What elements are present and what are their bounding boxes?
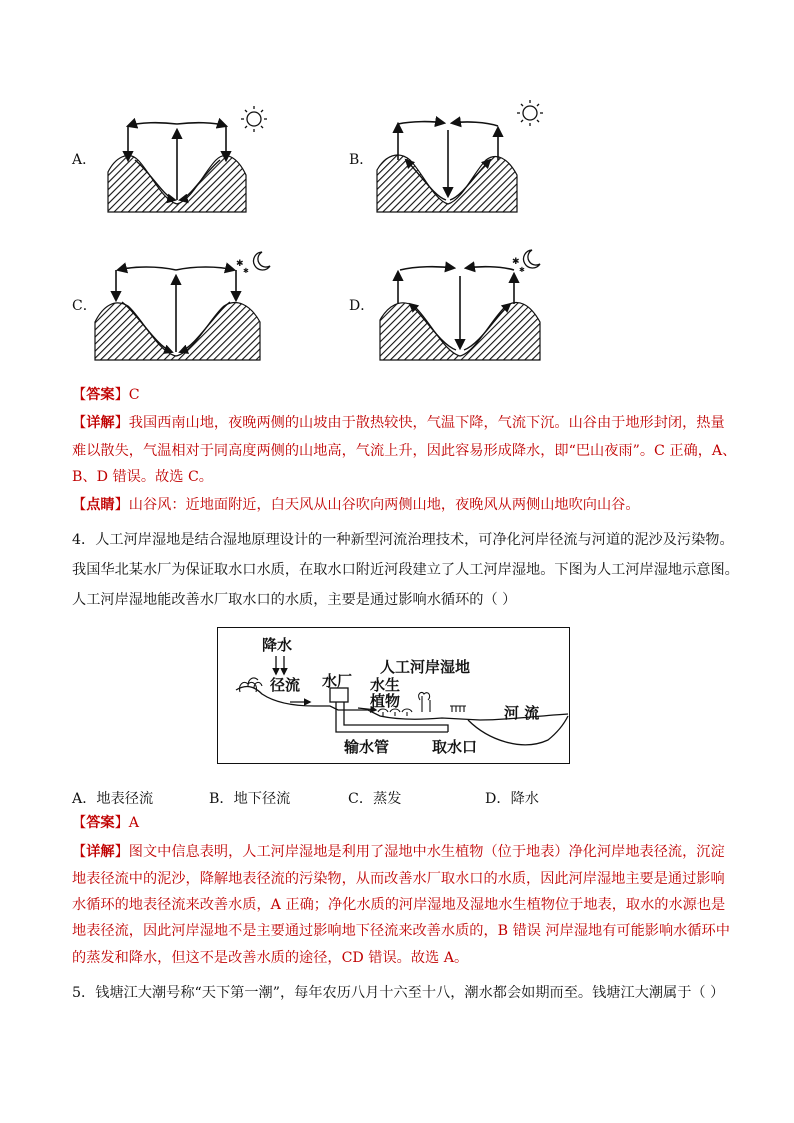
svg-text:✱: ✱ [519, 266, 525, 274]
q4-answer: 【答案】A [72, 815, 140, 831]
valley-wind-diagrams [0, 90, 794, 380]
label-runoff: 径流 [270, 676, 301, 694]
q4-detail-line-5: 的蒸发和降水，但这不是改善水质的途径，CD 错误。故选 A。 [72, 950, 469, 966]
q5-stem: 5．钱塘江大潮号称“天下第一潮”，每年农历八月十六至十八，潮水都会如期而至。钱塘江大潮属于（ ） [72, 985, 725, 1001]
option-a-label: A． [72, 152, 97, 168]
option-d-label: D． [349, 298, 375, 314]
q3-detail-line-2: 难以散失，气温相对于同高度两侧的山地高，气流上升，因此容易形成降水，即“巴山夜雨”。C 正确，A、 [72, 443, 737, 459]
diagram-c [95, 252, 270, 360]
diagram-d [380, 250, 540, 360]
sun-icon [241, 106, 267, 132]
label-aquatic-1: 水生 [370, 676, 401, 694]
answer-tag: 答案 [86, 815, 115, 831]
q4-detail-line-3: 水循环的地表径流来改善水质，A 正确；净化水质的河岸湿地及湿地水生植物位于地表，取水的水源也是 [72, 897, 726, 913]
label-precip: 降水 [262, 636, 293, 654]
q4-stem-line-1: 4．人工河岸湿地是结合湿地原理设计的一种新型河流治理技术，可净化河岸径流与河道的泥沙及污染物。 [72, 532, 734, 548]
label-wetland: 人工河岸湿地 [380, 658, 471, 676]
q4-detail-line-4: 地表径流，因此河岸湿地不是主要通过影响地下径流来改善水质的，B 错误 河岸湿地有可能影响水循环中 [72, 923, 730, 939]
q4-option-a[interactable]: A．地表径流 [72, 791, 154, 807]
svg-text:✱: ✱ [243, 267, 249, 275]
diagram-b [377, 100, 543, 212]
label-river: 河 流 [504, 704, 540, 722]
q4-option-c[interactable]: C．蒸发 [348, 791, 402, 807]
answer-tag: 答案 [86, 387, 115, 403]
q4-stem-line-3: 人工河岸湿地能改善水厂取水口的水质，主要是通过影响水循环的（ ） [72, 592, 517, 608]
detail-tag: 详解 [86, 415, 115, 431]
label-intake: 取水口 [432, 738, 478, 756]
q3-detail-line-1: 【详解】我国西南山地，夜晚两侧的山坡由于散热较快，气温下降，气流下沉。山谷由于地形封闭，热量 [72, 415, 725, 431]
q4-detail-line-1: 【详解】图文中信息表明，人工河岸湿地是利用了湿地中水生植物（位于地表）净化河岸地表径流，沉淀 [72, 844, 725, 860]
sun-icon [517, 100, 543, 126]
option-c-label: C． [72, 298, 97, 314]
q4-detail-line-2: 地表径流中的泥沙，降解地表径流的污染物，从而改善水厂取水口的水质，因此河岸湿地主要是通过影响 [72, 871, 725, 887]
q4-stem-line-2: 我国华北某水厂为保证取水口水质，在取水口附近河段建立了人工河岸湿地。下图为人工河岸湿地示意图。 [72, 562, 739, 578]
label-pipe: 输水管 [344, 738, 390, 756]
svg-text:✱: ✱ [512, 257, 520, 267]
label-water-plant: 水厂 [322, 672, 353, 690]
moon-stars-icon [236, 252, 270, 275]
q4-option-b[interactable]: B．地下径流 [209, 791, 291, 807]
answer-value: C [128, 387, 140, 403]
q3-answer: 【答案】C [72, 387, 140, 403]
answer-value: A [128, 815, 140, 831]
q4-option-d[interactable]: D．降水 [485, 791, 539, 807]
diagram-a [108, 106, 267, 212]
q3-note: 【点睛】山谷风：近地面附近，白天风从山谷吹向两侧山地，夜晚风从两侧山地吹向山谷。 [72, 497, 640, 513]
wetland-diagram [217, 627, 570, 764]
label-aquatic-2: 植物 [370, 692, 401, 710]
note-tag: 点睛 [86, 497, 115, 513]
svg-text:✱: ✱ [236, 259, 244, 269]
option-b-label: B． [349, 152, 374, 168]
moon-stars-icon [512, 250, 540, 274]
q3-detail-line-3: B、D 错误。故选 C。 [72, 469, 213, 485]
detail-tag: 详解 [86, 844, 115, 860]
